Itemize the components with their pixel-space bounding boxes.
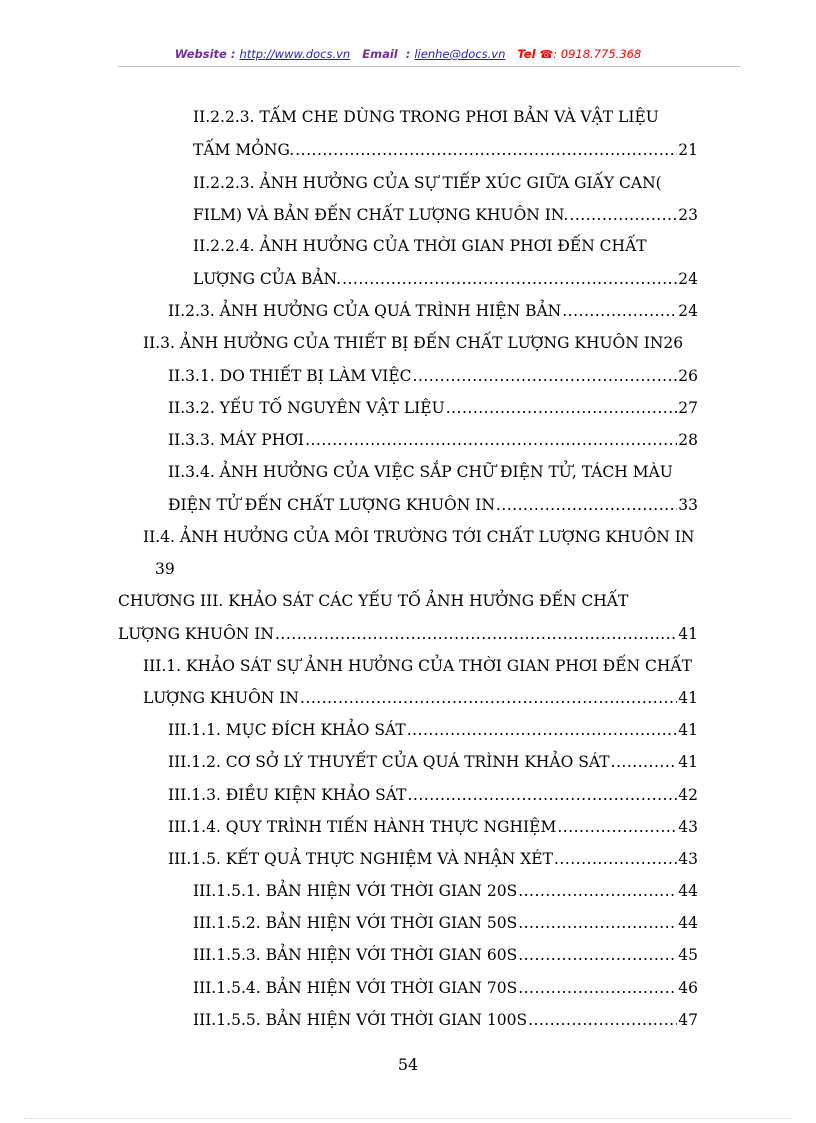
toc-leader-dots <box>518 977 677 999</box>
footer-divider <box>24 1118 792 1119</box>
toc-leader-dots <box>518 880 677 902</box>
toc-entry[interactable] <box>168 461 673 483</box>
toc-entry-text: III.1.4. QUY TRÌNH TIẾN HÀNH THỰC NGHIỆM <box>168 818 557 836</box>
page-number: 54 <box>397 1055 419 1074</box>
phone-number: : 0918.775.368 <box>553 47 642 61</box>
toc-entry-text: III.1. KHẢO SÁT SỰ ẢNH HƯỞNG CỦA THỜI GIAN PHƠI ĐẾN CHẤT <box>143 657 692 675</box>
toc-entry[interactable] <box>168 397 698 419</box>
toc-entry-text: III.1.2. CƠ SỞ LÝ THUYẾT CỦA QUÁ TRÌNH KHẢO SÁT <box>168 753 610 771</box>
toc-page-number: 44 <box>678 914 698 932</box>
toc-page-number: 41 <box>678 721 698 739</box>
toc-entry-text: III.1.5.3. BẢN HIỆN VỚI THỜI GIAN 60S <box>193 946 518 964</box>
toc-entry[interactable] <box>143 687 698 709</box>
toc-entry-text: II.3.1. DO THIẾT BỊ LÀM VIỆC <box>168 367 412 385</box>
toc-entry-text: 39 <box>155 560 175 578</box>
toc-leader-dots <box>407 784 677 806</box>
toc-entry[interactable] <box>193 139 698 161</box>
toc-entry[interactable] <box>143 655 692 677</box>
toc-entry-text: III.1.3. ĐIỀU KIỆN KHẢO SÁT <box>168 786 407 804</box>
toc-leader-dots <box>342 268 677 290</box>
toc-leader-dots <box>611 751 678 773</box>
toc-entry[interactable] <box>193 880 698 902</box>
toc-leader-dots <box>518 912 677 934</box>
toc-entry[interactable] <box>193 204 698 226</box>
toc-entry[interactable] <box>118 623 698 645</box>
tel-label: Tel <box>517 47 536 61</box>
toc-entry[interactable] <box>143 332 683 354</box>
toc-entry-text: II.2.2.3. TẤM CHE DÙNG TRONG PHƠI BẢN VÀ VẬT LIỆU <box>193 108 659 126</box>
toc-leader-dots <box>413 365 678 387</box>
toc-page-number: 41 <box>678 625 698 643</box>
toc-entry[interactable] <box>168 494 698 516</box>
toc-entry-text: III.1.5.4. BẢN HIỆN VỚI THỜI GIAN 70S <box>193 979 518 997</box>
toc-page-number: 42 <box>678 786 698 804</box>
toc-page-number: 46 <box>678 979 698 997</box>
toc-leader-dots <box>518 944 677 966</box>
toc-page-number: 41 <box>678 689 698 707</box>
toc-entry[interactable] <box>193 268 698 290</box>
toc-page-number: 21 <box>678 141 698 159</box>
toc-leader-dots <box>305 429 677 451</box>
toc-entry[interactable] <box>193 912 698 934</box>
toc-leader-dots <box>557 816 677 838</box>
toc-entry[interactable] <box>193 106 659 128</box>
toc-entry[interactable] <box>193 235 647 257</box>
toc-leader-dots <box>275 623 677 645</box>
toc-entry-text: II.2.2.3. ẢNH HƯỞNG CỦA SỰ TIẾP XÚC GIỮA GIẤY CAN( <box>193 174 662 192</box>
email-link[interactable]: lienhe@docs.vn <box>414 47 506 61</box>
toc-page-number: 33 <box>678 496 698 514</box>
toc-page-number: 23 <box>678 206 698 224</box>
website-label: Website : <box>174 47 236 61</box>
toc-page-number: 24 <box>678 302 698 320</box>
toc-leader-dots <box>569 204 677 226</box>
toc-entry-text: II.4. ẢNH HƯỞNG CỦA MÔI TRƯỜNG TỚI CHẤT LƯỢNG KHUÔN IN <box>143 528 695 546</box>
website-link[interactable]: http://www.docs.vn <box>239 47 351 61</box>
toc-entry[interactable] <box>193 977 698 999</box>
toc-entry-text: III.1.5. KẾT QUẢ THỰC NGHIỆM VÀ NHẬN XÉT <box>168 850 553 868</box>
toc-page-number: 43 <box>678 850 698 868</box>
toc-entry[interactable] <box>193 172 662 194</box>
toc-page-number: 43 <box>678 818 698 836</box>
email-separator: : <box>405 47 411 61</box>
toc-leader-dots <box>554 848 677 870</box>
toc-entry-text: ĐIỆN TỬ ĐẾN CHẤT LƯỢNG KHUÔN IN <box>168 496 495 514</box>
toc-entry[interactable] <box>168 784 698 806</box>
toc-leader-dots <box>446 397 678 419</box>
toc-page-number: 26 <box>678 367 698 385</box>
toc-entry[interactable] <box>193 1009 698 1031</box>
toc-entry[interactable] <box>143 526 694 548</box>
toc-entry-text: III.1.5.5. BẢN HIỆN VỚI THỜI GIAN 100S <box>193 1011 528 1029</box>
toc-entry[interactable] <box>193 944 698 966</box>
toc-entry[interactable] <box>168 751 698 773</box>
toc-page-number: 47 <box>678 1011 698 1029</box>
toc-page-number: 28 <box>678 431 698 449</box>
toc-page-number: 41 <box>678 753 698 771</box>
toc-leader-dots <box>562 300 677 322</box>
toc-entry[interactable] <box>168 816 698 838</box>
toc-entry-text: CHƯƠNG III. KHẢO SÁT CÁC YẾU TỐ ẢNH HƯỞNG ĐẾN CHẤT <box>118 592 629 610</box>
toc-entry-text: III.1.5.2. BẢN HIỆN VỚI THỜI GIAN 50S <box>193 914 518 932</box>
toc-entry[interactable] <box>118 590 628 612</box>
toc-leader-dots <box>300 687 677 709</box>
toc-entry-text: LƯỢNG KHUÔN IN <box>143 689 299 707</box>
toc-leader-dots <box>496 494 677 516</box>
toc-entry-text: LƯỢNG KHUÔN IN <box>118 625 274 643</box>
toc-leader-dots <box>528 1009 677 1031</box>
toc-leader-dots <box>407 719 678 741</box>
toc-entry-text: LƯỢNG CỦA BẢN. <box>193 270 342 288</box>
toc-entry-text: III.1.1. MỤC ĐÍCH KHẢO SÁT <box>168 721 406 739</box>
toc-entry-text: II.3. ẢNH HƯỞNG CỦA THIẾT BỊ ĐẾN CHẤT LƯỢNG KHUÔN IN26 <box>143 334 684 352</box>
toc-entry[interactable] <box>168 300 698 322</box>
toc-entry-text: II.2.2.4. ẢNH HƯỞNG CỦA THỜI GIAN PHƠI ĐẾN CHẤT <box>193 237 647 255</box>
phone-icon: ☎ <box>539 48 554 61</box>
email-label: Email <box>362 47 398 61</box>
toc-leader-dots <box>295 139 677 161</box>
toc-entry[interactable] <box>168 719 698 741</box>
toc-entry-text: II.3.4. ẢNH HƯỞNG CỦA VIỆC SẮP CHỮ ĐIỆN TỬ, TÁCH MÀU <box>168 463 673 481</box>
toc-page-number: 27 <box>678 399 698 417</box>
toc-entry-text: TẤM MỎNG. <box>193 141 295 159</box>
page-header <box>0 47 816 61</box>
toc-entry-text: II.3.3. MÁY PHƠI <box>168 431 305 449</box>
toc-page-number: 45 <box>678 946 698 964</box>
toc-entry[interactable] <box>168 365 698 387</box>
toc-entry[interactable] <box>168 848 698 870</box>
header-divider <box>118 66 740 67</box>
toc-page-number: 24 <box>678 270 698 288</box>
toc-entry[interactable] <box>168 429 698 451</box>
toc-entry[interactable] <box>155 558 175 580</box>
toc-page-number: 44 <box>678 882 698 900</box>
toc-entry-text: II.3.2. YẾU TỐ NGUYÊN VẬT LIỆU <box>168 399 445 417</box>
toc-entry-text: FILM) VÀ BẢN ĐẾN CHẤT LƯỢNG KHUÔN IN. <box>193 206 569 224</box>
toc-entry-text: III.1.5.1. BẢN HIỆN VỚI THỜI GIAN 20S <box>193 882 518 900</box>
toc-entry-text: II.2.3. ẢNH HƯỞNG CỦA QUÁ TRÌNH HIỆN BẢN <box>168 302 562 320</box>
